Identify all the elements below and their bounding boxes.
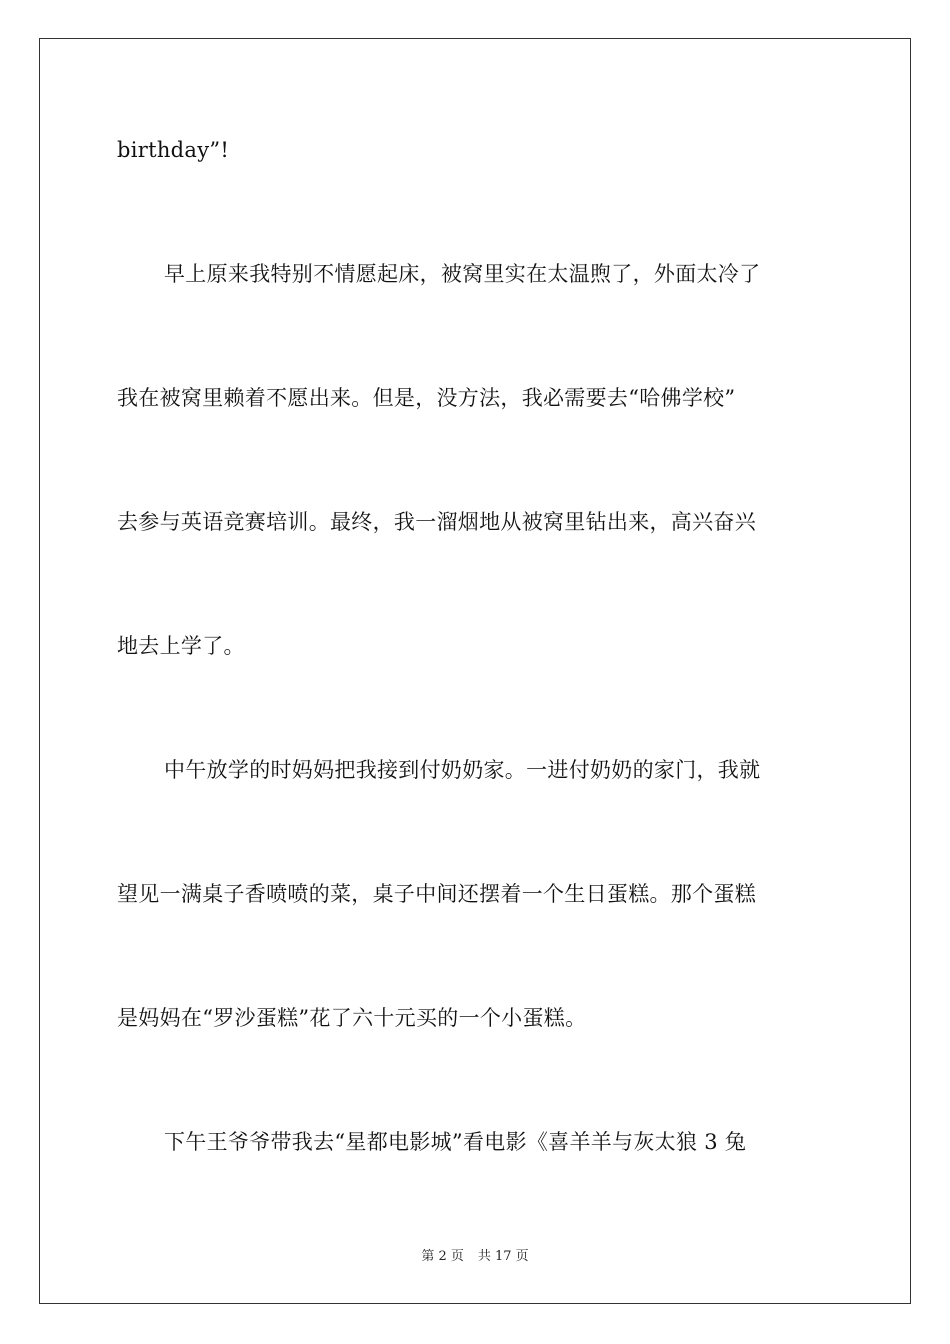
text-line-1: birthday”! <box>117 138 230 162</box>
page-total: 共 17 页 <box>477 1249 529 1264</box>
page-number: 第 2 页 <box>421 1249 464 1264</box>
text-line-9: 下午王爷爷带我去“星都电影城”看电影《喜羊羊与灰太狼 3 兔 <box>164 1130 747 1154</box>
text-line-8: 是妈妈在“罗沙蛋糕”花了六十元买的一个小蛋糕。 <box>117 1006 587 1030</box>
page-border <box>39 38 911 1304</box>
page-footer <box>0 1245 950 1264</box>
text-line-2: 早上原来我特别不情愿起床，被窝里实在太温煦了，外面太冷了 <box>164 262 761 286</box>
text-line-3: 我在被窝里赖着不愿出来。但是，没方法，我必需要去“哈佛学校” <box>117 386 736 410</box>
text-line-6: 中午放学的时妈妈把我接到付奶奶家。一进付奶奶的家门，我就 <box>164 758 761 782</box>
text-line-7: 望见一满桌子香喷喷的菜，桌子中间还摆着一个生日蛋糕。那个蛋糕 <box>117 882 756 906</box>
text-line-4: 去参与英语竞赛培训。最终，我一溜烟地从被窝里钻出来，高兴奋兴 <box>117 510 756 534</box>
text-line-5: 地去上学了。 <box>117 634 245 658</box>
